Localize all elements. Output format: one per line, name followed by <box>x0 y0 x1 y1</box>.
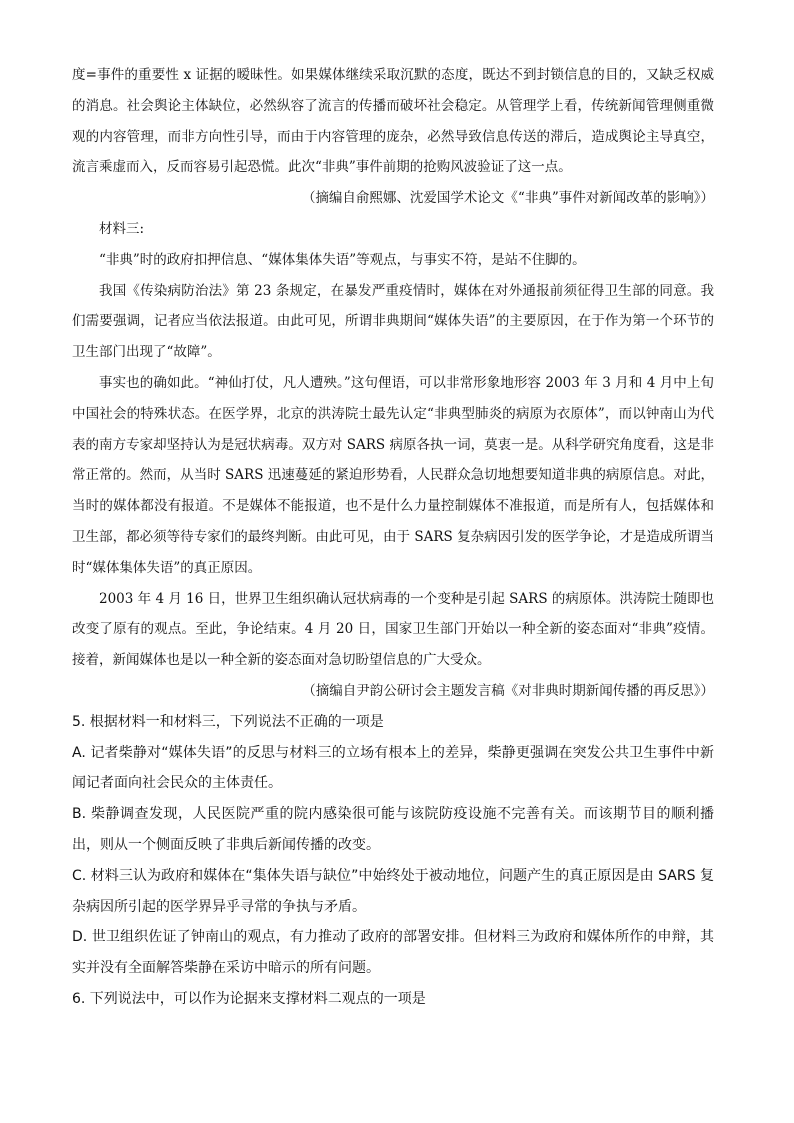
question-5-stem: 5. 根据材料一和材料三，下列说法不正确的一项是 <box>72 713 384 730</box>
question-5-option-b: B. 柴静调查发现，人民医院严重的院内感染很可能与该院防疫设施不完善有关。而该期节目的顺利播出，则从一个侧面反映了非典后新闻传播的改变。 <box>72 806 714 853</box>
material3-paragraph: 事实也的确如此。“神仙打仗，凡人遭殃。”这句俚语，可以非常形象地形容 2003 年 3 月和 4 月中上旬中国社会的特殊状态。在医学界，北京的洪涛院士最先认定“非典型肺炎的病原为衣原体”，而以钟南山为代表的南方专家却坚持认为是冠状病毒。双方对 SARS 病原各执一词，莫衷一是。从科学研究角度看，这是非常正常的。然而，从当时 SARS 迅速蔓延的紧迫形势看，人民群众急切地想要知道非典的病原信息。对此，当时的媒体都没有报道。不是媒体不能报道，也不是什么力量控制媒体不准报道，而是所有人，包括媒体和卫生部，都必须等待专家们的最终判断。由此可见，由于 SARS 复杂病因引发的医学争论，才是造成所谓当时“媒体集体失语”的真正原因。 <box>72 374 714 576</box>
material3-heading: 材料三: <box>99 220 145 237</box>
material2-source: （摘编自俞熙娜、沈爱国学术论文《“非典”事件对新闻改革的影响》） <box>301 190 714 207</box>
question-5-option-c: C. 材料三认为政府和媒体在“集体失语与缺位”中始终处于被动地位，问题产生的真正原因是由 SARS 复杂病因所引起的医学界异乎寻常的争执与矛盾。 <box>72 867 714 915</box>
material3-paragraph: 我国《传染病防治法》第 23 条规定，在暴发严重疫情时，媒体在对外通报前须征得卫生部的同意。我们需要强调，记者应当依法报道。由此可见，所谓非典期间“媒体失语”的主要原因，在于作为第一个环节的卫生部门出现了“故障”。 <box>72 282 714 361</box>
question-6-stem: 6. 下列说法中，可以作为论据来支撑材料二观点的一项是 <box>72 990 426 1007</box>
material2-tail-paragraph: 度=事件的重要性 x 证据的暧昧性。如果媒体继续采取沉默的态度，既达不到封锁信息的目的，又缺乏权威的消息。社会舆论主体缺位，必然纵容了流言的传播而破坏社会稳定。从管理学上看，传统新闻管理侧重微观的内容管理，而非方向性引导，而由于内容管理的庞杂，必然导致信息传送的滞后，造成舆论主导真空，流言乘虚而入，反而容易引起恐慌。此次“非典”事件前期的抢购风波验证了这一点。 <box>72 67 714 176</box>
question-5-option-d: D. 世卫组织佐证了钟南山的观点，有力推动了政府的部署安排。但材料三为政府和媒体所作的申辩，其实并没有全面解答柴静在采访中暗示的所有问题。 <box>72 929 714 977</box>
material3-paragraph: 2003 年 4 月 16 日，世界卫生组织确认冠状病毒的一个变种是引起 SARS 的病原体。洪涛院士随即也改变了原有的观点。至此，争论结束。4 月 20 日，国家卫生部门开始以一种全新的姿态面对“非典”疫情。接着，新闻媒体也是以一种全新的姿态面对急切盼望信息的广大受众。 <box>72 590 714 669</box>
material3-source: （摘编自尹韵公研讨会主题发言稿《对非典时期新闻传播的再反思》） <box>302 682 714 699</box>
material3-paragraph: “非典”时的政府扣押信息、“媒体集体失语”等观点，与事实不符，是站不住脚的。 <box>99 251 586 268</box>
question-5-option-a: A. 记者柴静对“媒体失语”的反思与材料三的立场有根本上的差异，柴静更强调在突发公共卫生事件中新闻记者面向社会民众的主体责任。 <box>72 744 714 792</box>
